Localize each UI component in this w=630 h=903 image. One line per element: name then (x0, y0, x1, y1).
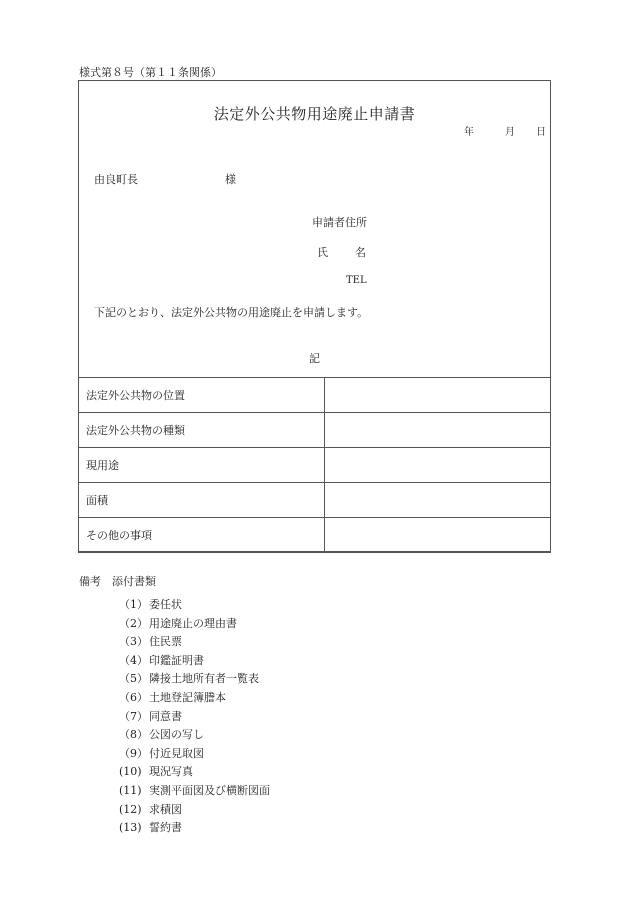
addressee: 由良町長 (94, 173, 138, 186)
attachment-number: （4） (119, 653, 148, 667)
attachment-text: 現況写真 (149, 765, 193, 779)
attachment-number: (13) (119, 821, 142, 835)
attachment-text: 土地登記簿謄本 (149, 690, 226, 704)
list-item (119, 596, 270, 615)
table-row-value-field[interactable] (325, 413, 551, 448)
table-row (79, 413, 551, 448)
document-title: 法定外公共物用途廃止申請書 (213, 105, 416, 123)
table-row (79, 378, 551, 413)
attachment-text: 実測平面図及び横断図面 (149, 783, 270, 797)
list-item (119, 745, 270, 764)
remarks-heading: 備考 添付書類 (79, 575, 156, 588)
table-row-label: 現用途 (79, 448, 325, 483)
list-item (119, 670, 270, 689)
list-item (119, 689, 270, 708)
attachment-text: 印鑑証明書 (149, 653, 204, 667)
attachment-text: 誓約書 (149, 821, 182, 835)
applicant-address-label: 申請者住所 (312, 216, 367, 229)
attachment-text: 隣接土地所有者一覧表 (149, 672, 259, 686)
table-row-value-field[interactable] (325, 518, 551, 553)
table-row-label: その他の事項 (79, 518, 325, 553)
attachment-text: 求積図 (149, 802, 182, 816)
attachment-list (119, 596, 270, 838)
attachment-number: （7） (119, 709, 148, 723)
attachment-number: (10) (119, 765, 142, 779)
attachment-text: 付近見取図 (149, 746, 204, 760)
date-day-label: 日 (536, 127, 546, 138)
details-table (78, 377, 551, 553)
date-year-label: 年 (464, 127, 474, 138)
list-item (119, 782, 270, 801)
application-statement: 下記のとおり、法定外公共物の用途廃止を申請します。 (94, 306, 369, 319)
list-item (119, 633, 270, 652)
attachment-text: 公図の写し (149, 728, 204, 742)
attachment-number: （8） (119, 728, 148, 742)
table-row (79, 483, 551, 518)
date-month-label: 月 (505, 127, 515, 138)
attachment-text: 同意書 (149, 709, 182, 723)
list-item (119, 652, 270, 671)
list-item (119, 801, 270, 820)
attachment-text: 住民票 (149, 635, 182, 649)
list-item (119, 708, 270, 727)
list-item (119, 763, 270, 782)
ki-heading: 記 (309, 352, 320, 365)
list-item (119, 819, 270, 838)
attachment-number: (12) (119, 802, 142, 816)
attachment-number: （2） (119, 616, 148, 630)
attachment-number: （6） (119, 690, 148, 704)
table-row-label: 面積 (79, 483, 325, 518)
attachment-number: (11) (119, 783, 142, 797)
list-item (119, 615, 270, 634)
applicant-tel-label: TEL (346, 275, 367, 286)
table-row (79, 518, 551, 553)
form-number: 様式第８号（第１１条関係） (79, 66, 222, 79)
attachment-text: 委任状 (149, 598, 182, 611)
attachment-number: （1） (119, 598, 148, 611)
attachment-number: （5） (119, 672, 148, 686)
table-row-label: 法定外公共物の種類 (79, 413, 325, 448)
table-row-value-field[interactable] (325, 448, 551, 483)
attachment-number: （3） (119, 635, 148, 649)
table-row (79, 448, 551, 483)
attachment-text: 用途廃止の理由書 (149, 616, 237, 630)
application-form (78, 80, 551, 552)
honorific: 様 (225, 173, 236, 186)
list-item (119, 726, 270, 745)
applicant-name-label: 氏 名 (317, 246, 374, 259)
attachment-number: （9） (119, 746, 148, 760)
table-row-value-field[interactable] (325, 483, 551, 518)
table-row-value-field[interactable] (325, 378, 551, 413)
table-row-label: 法定外公共物の位置 (79, 378, 325, 413)
